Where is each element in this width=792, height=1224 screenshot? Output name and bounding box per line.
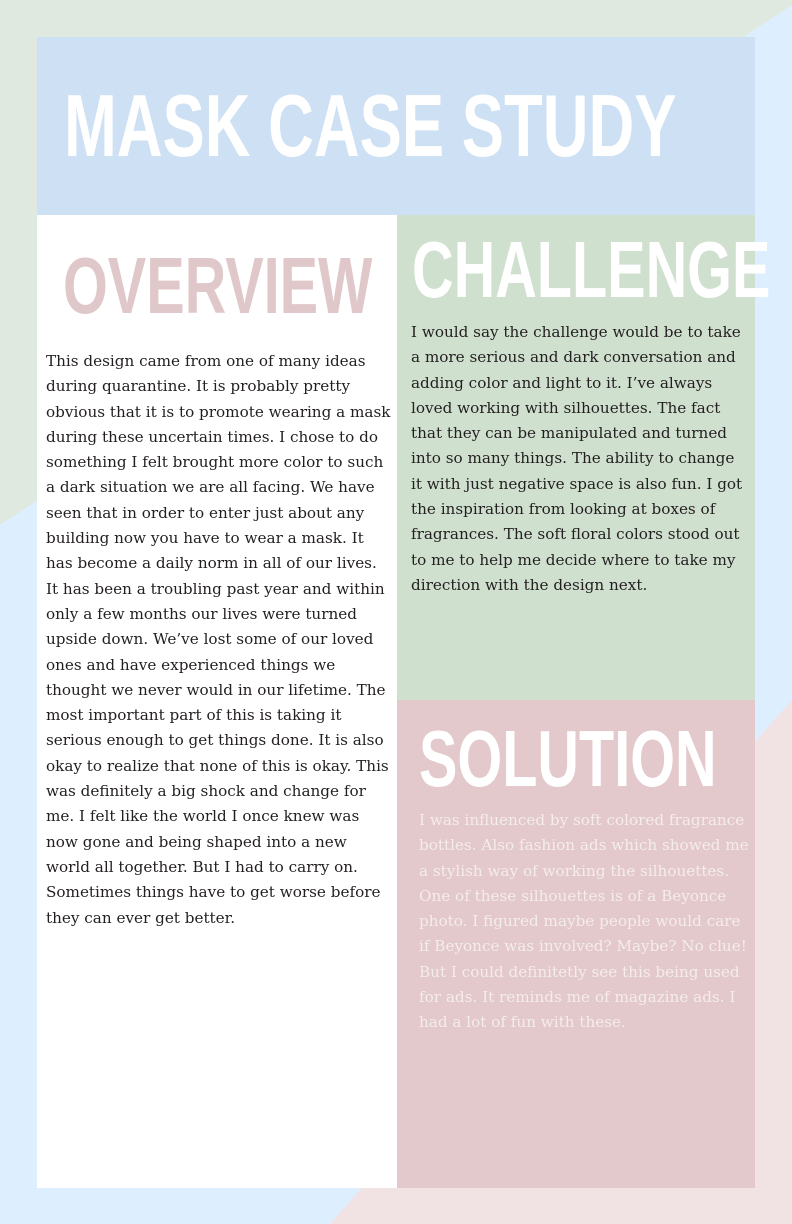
solution-panel [397, 700, 755, 1188]
title-panel [37, 37, 755, 215]
overview-text [46, 349, 392, 931]
solution-heading: SOLUTION [419, 714, 717, 803]
challenge-panel [397, 215, 771, 700]
solution-text: I was influenced by soft colored fragrance bottles. Also fashion ads which showed me a stylish way of working the silhouettes. One of these silhouettes is of a Beyonce photo. I figured maybe people would care if Beyonce was involved? Maybe? No clue! But I could definitetly see this being used for ads. It reminds me of magazine ads. I had a lot of fun with these. [419, 811, 749, 1032]
overview-paragraph-2: It has been a troubling past year and within only a few months our lives were turned upside down. We’ve lost some of our loved ones and have experienced things we thought we never would in our lifetime. The most important part of this is taking it serious enough to get things done. It is also okay to realize that none of this is okay. This was definitely a big shock and change for me. I felt like the world I once knew was now gone and being shaped into a new world all together. But I had to carry on. Sometimes things have to get worse before they can ever get better. [46, 579, 389, 927]
challenge-text: I would say the challenge would be to take a more serious and dark conversation and adding color and light to it. I’ve always loved working with silhouettes. The fact that they can be manipulated and turned into so many things. The ability to change it with just negative space is also fun. I got the inspiration from looking at boxes of fragrances. The soft floral colors stood out to me to help me decide where to take my direction with the design next. [411, 323, 743, 594]
overview-panel [37, 215, 397, 1188]
overview-heading: OVERVIEW [63, 241, 373, 330]
challenge-heading: CHALLENGE [412, 225, 771, 314]
page-title: MASK CASE STUDY [64, 76, 677, 175]
overview-paragraph-1: This design came from one of many ideas during quarantine. It is probably pretty obvious that it is to promote wearing a mask during these uncertain times. I chose to do something I felt brought more color to such a dark situation we are all facing. We have seen that in order to enter just about any building now you have to wear a mask. It has become a daily norm in all of our lives. [46, 352, 391, 573]
